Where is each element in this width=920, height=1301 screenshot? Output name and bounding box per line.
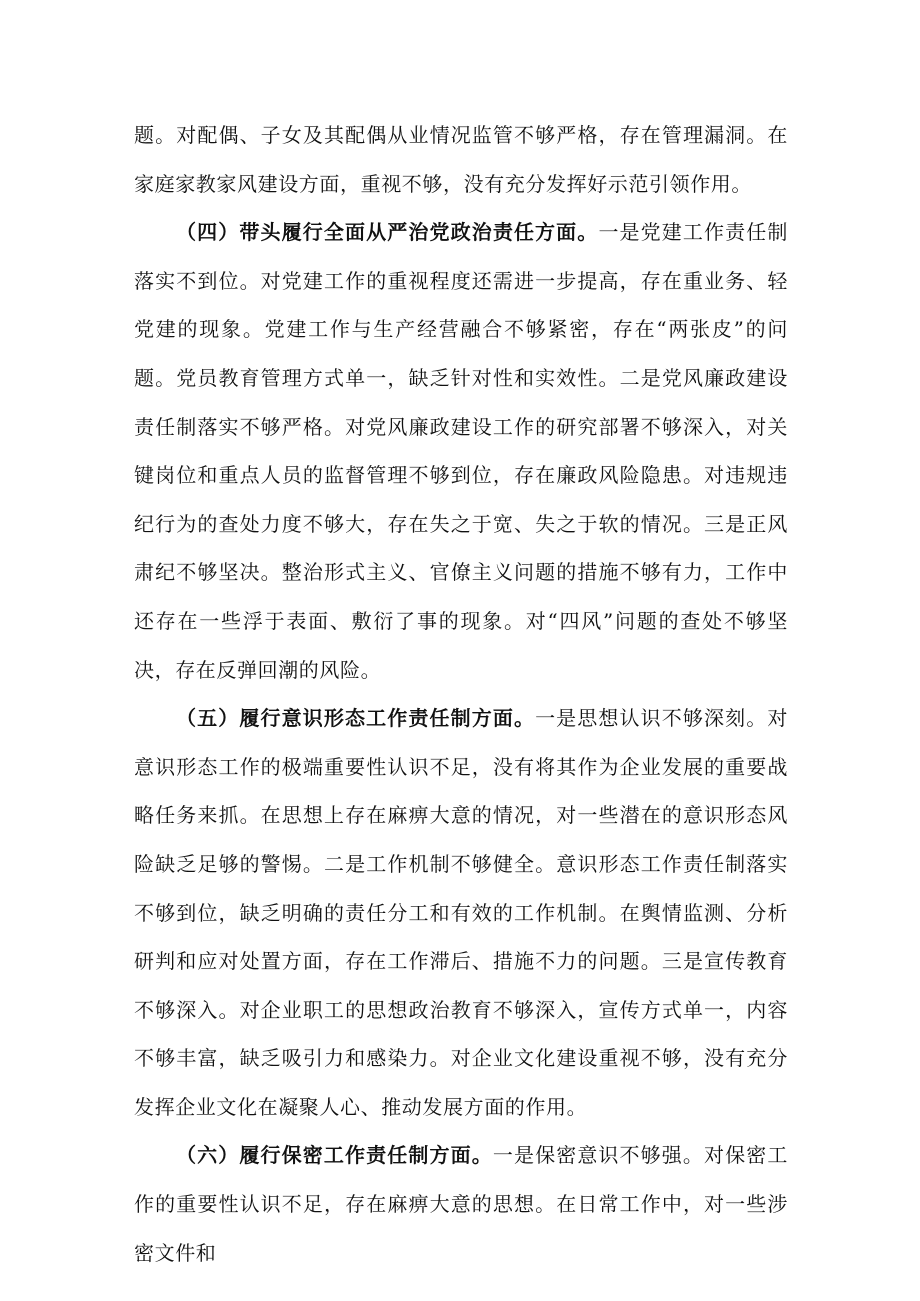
paragraph-ideology-work — [134, 694, 788, 1131]
paragraph-text: 一是保密意识不够强。对保密工作的重要性认识不足，存在麻痹大意的思想。在日常工作中，对一些涉密文件和 — [134, 1143, 789, 1265]
paragraph-party-governance — [134, 208, 788, 694]
section-heading-6: （六）履行保密工作责任制方面。 — [176, 1143, 493, 1168]
paragraph-text: 题。对配偶、子女及其配偶从业情况监管不够严格，存在管理漏洞。在家庭家教家风建设方面，重视不够，没有充分发挥好示范引领作用。 — [134, 123, 788, 196]
section-heading-4: （四）带头履行全面从严治党政治责任方面。 — [176, 220, 599, 245]
paragraph-confidentiality-work — [134, 1131, 788, 1277]
section-heading-5: （五）履行意识形态工作责任制方面。 — [176, 706, 536, 731]
paragraph-text: 一是党建工作责任制落实不到位。对党建工作的重视程度还需进一步提高，存在重业务、轻党建的现象。党建工作与生产经营融合不够紧密，存在“两张皮”的问题。党员教育管理方式单一，缺乏针对性和实效性。二是党风廉政建设责任制落实不够严格。对党风廉政建设工作的研究部署不够深入，对关键岗位和重点人员的监督管理不够到位，存在廉政风险隐患。对违规违纪行为的查处力度不够大，存在失之于宽、失之于软的情况。三是正风肃纪不够坚决。整治形式主义、官僚主义问题的措施不够有力，工作中还存在一些浮于表面、敷衍了事的现象。对“四风”问题的查处不够坚决，存在反弹回潮的风险。 — [134, 220, 789, 682]
paragraph-family-supervision — [134, 111, 788, 208]
document-body — [134, 111, 788, 1277]
paragraph-text: 一是思想认识不够深刻。对意识形态工作的极端重要性认识不足，没有将其作为企业发展的重要战略任务来抓。在思想上存在麻痹大意的情况，对一些潜在的意识形态风险缺乏足够的警惕。二是工作机制不够健全。意识形态工作责任制落实不够到位，缺乏明确的责任分工和有效的工作机制。在舆情监测、分析研判和应对处置方面，存在工作滞后、措施不力的问题。三是宣传教育不够深入。对企业职工的思想政治教育不够深入，宣传方式单一，内容不够丰富，缺乏吸引力和感染力。对企业文化建设重视不够，没有充分发挥企业文化在凝聚人心、推动发展方面的作用。 — [134, 706, 788, 1119]
